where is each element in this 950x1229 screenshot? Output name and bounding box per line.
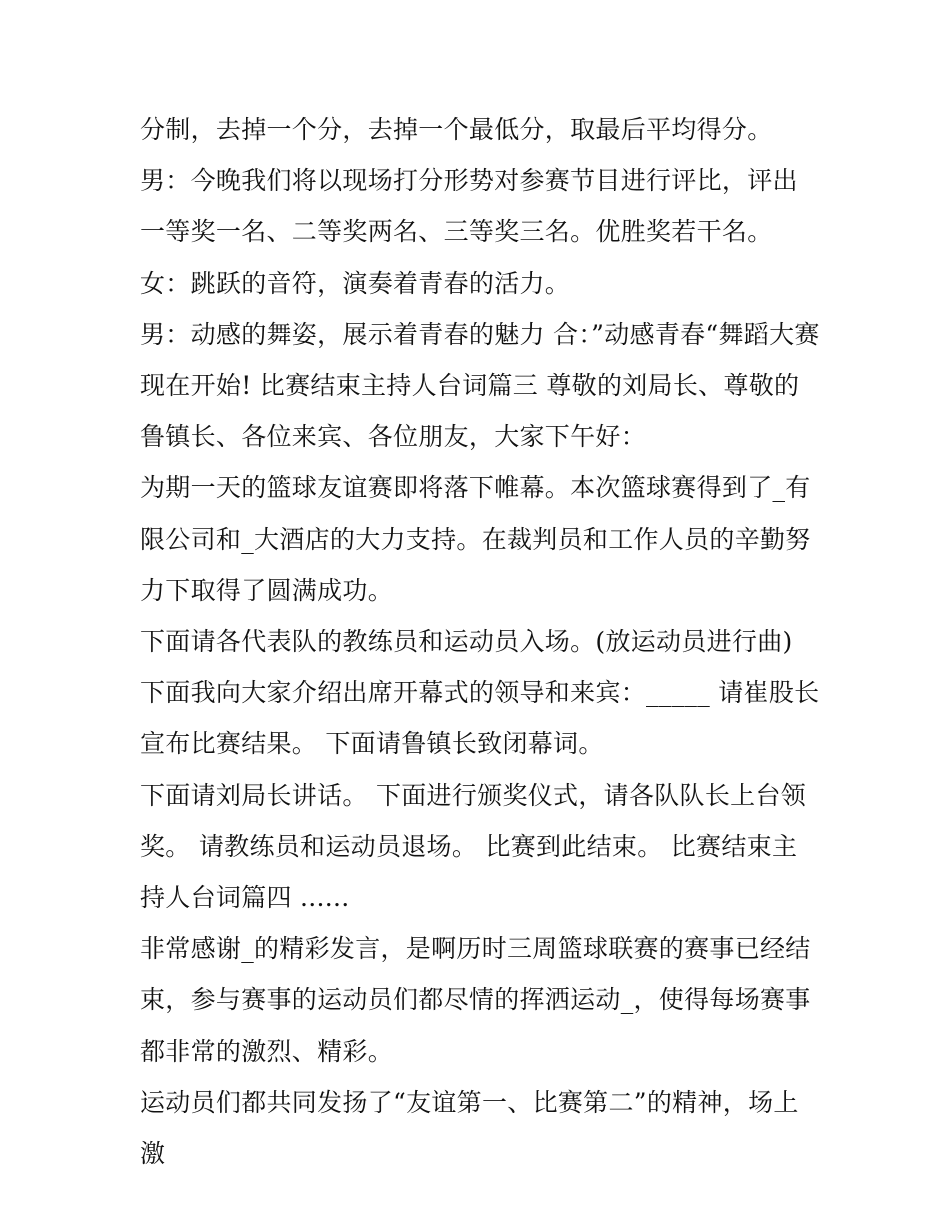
paragraph: 下面请刘局长讲话。 下面进行颁奖仪式，请各队队长上台领奖。 请教练员和运动员退场。 比赛到此结束。 比赛结束主持人台词篇四 ......	[140, 780, 807, 913]
paragraph: 非常感谢_的精彩发言，是啊历时三周篮球联赛的赛事已经结束，参与赛事的运动员们都尽情的挥洒运动_，使得每场赛事都非常的激烈、精彩。	[140, 934, 811, 1066]
paragraph: 运动员们都共同发扬了“友谊第一、比赛第二”的精神，场上激	[140, 1087, 799, 1169]
document-body	[140, 104, 820, 1179]
paragraph: 下面请各代表队的教练员和运动员入场。(放运动员进行曲) 下面我向大家介绍出席开幕式的领导和来宾：_____ 请崔股长宣布比赛结果。 下面请鲁镇长致闭幕词。	[140, 627, 820, 759]
paragraph: 男：动感的舞姿，展示着青春的魅力 合：”动感青春“舞蹈大赛现在开始! 比赛结束主持人台词篇三 尊敬的刘局长、尊敬的鲁镇长、各位来宾、各位朋友，大家下午好：	[140, 319, 820, 452]
paragraph: 为期一天的篮球友谊赛即将落下帷幕。本次篮球赛得到了_有限公司和_大酒店的大力支持。在裁判员和工作人员的辛勤努力下取得了圆满成功。	[140, 473, 811, 605]
paragraph: 男：今晚我们将以现场打分形势对参赛节目进行评比，评出一等奖一名、二等奖两名、三等奖三名。优胜奖若干名。 女：跳跃的音符，演奏着青春的活力。	[140, 166, 798, 298]
paragraph: 分制，去掉一个分，去掉一个最低分，取最后平均得分。	[140, 115, 773, 144]
